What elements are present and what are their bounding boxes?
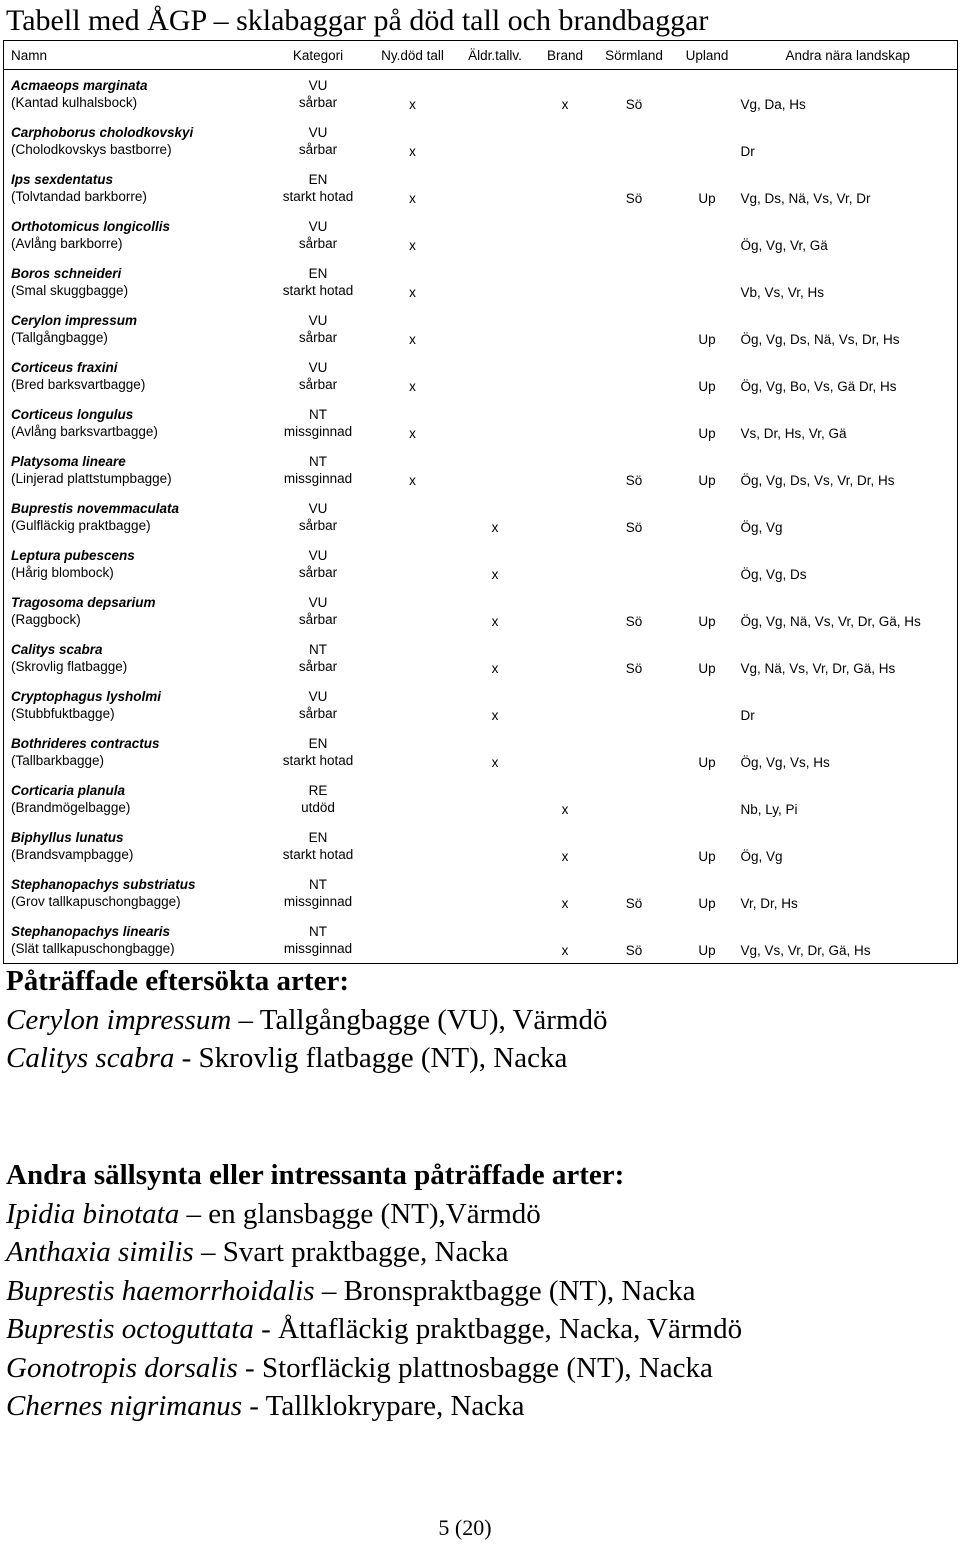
other-provinces-cell: Ög, Vg, Ds <box>740 567 807 582</box>
col-upland-cell: Up <box>698 426 716 441</box>
col-aldr-cell <box>453 211 538 258</box>
col-brand-cell <box>538 117 593 164</box>
other-provinces-cell: Ög, Vg, Vr, Gä <box>740 238 828 253</box>
common-name: (Kantad kulhalsbock) <box>11 94 138 110</box>
category-text: sårbar <box>298 565 338 580</box>
species-list-item <box>6 1001 608 1040</box>
other-provinces-cell: Ög, Vg, Nä, Vs, Vr, Dr, Gä, Hs <box>740 614 921 629</box>
category-cell <box>264 258 373 305</box>
category-text: sårbar <box>298 659 338 674</box>
col-aldr-cell <box>453 70 538 118</box>
col-aldr-cell <box>453 775 538 822</box>
category-text: utdöd <box>301 800 335 815</box>
species-table <box>3 40 958 964</box>
category-code: VU <box>308 548 328 563</box>
col-aldr-cell <box>453 117 538 164</box>
other-provinces-cell: Ög, Vg, Vs, Hs <box>740 755 830 770</box>
species-name-cell <box>4 775 264 822</box>
category-cell <box>264 540 373 587</box>
col-upland-cell <box>676 211 739 258</box>
other-provinces-cell: Ög, Vg, Ds, Vs, Vr, Dr, Hs <box>740 473 895 488</box>
category-text: sårbar <box>298 95 338 110</box>
category-text: sårbar <box>298 706 338 721</box>
col-nydod-cell <box>373 728 453 775</box>
col-brand-cell <box>538 399 593 446</box>
species-name-cell <box>4 540 264 587</box>
col-upland-cell: Up <box>698 661 716 676</box>
other-provinces-cell: Ög, Vg <box>740 849 783 864</box>
col-aldr-cell: x <box>491 661 499 676</box>
col-upland-cell <box>676 681 739 728</box>
common-name: (Raggbock) <box>11 611 81 627</box>
species-name-cell <box>4 352 264 399</box>
col-aldr-cell <box>453 305 538 352</box>
col-sormland-cell: Sö <box>625 97 643 112</box>
col-nydod-cell <box>373 916 453 964</box>
other-provinces-cell: Dr <box>740 144 755 159</box>
table-row <box>4 352 958 399</box>
category-code: NT <box>309 454 327 469</box>
scientific-name: Orthotomicus longicollis <box>11 218 171 234</box>
page-number: 5 (20) <box>438 1515 492 1540</box>
other-provinces-cell: Vs, Dr, Hs, Vr, Gä <box>740 426 847 441</box>
table-row <box>4 916 958 964</box>
species-name-cell <box>4 70 264 118</box>
species-name-cell <box>4 446 264 493</box>
col-upland-cell: Up <box>698 896 716 911</box>
col-sormland-cell: Sö <box>625 896 643 911</box>
species-description: – Tallgångbagge (VU), Värmdö <box>231 1003 608 1036</box>
common-name: (Tallbarkbagge) <box>11 752 105 768</box>
category-text: missginnad <box>283 424 353 439</box>
category-code: NT <box>309 642 327 657</box>
category-cell <box>264 164 373 211</box>
category-text: missginnad <box>283 941 353 956</box>
table-row <box>4 822 958 869</box>
other-provinces-cell: Vg, Nä, Vs, Vr, Dr, Gä, Hs <box>740 661 896 676</box>
scientific-name: Biphyllus lunatus <box>11 829 124 845</box>
category-text: sårbar <box>298 142 338 157</box>
col-nydod-cell <box>373 775 453 822</box>
category-code: VU <box>308 125 328 140</box>
species-list-item <box>6 1310 742 1349</box>
col-upland-cell: Up <box>698 755 716 770</box>
species-name-cell <box>4 916 264 964</box>
section-heading: Andra sällsynta eller intressanta påträffade arter: <box>6 1159 625 1191</box>
scientific-name: Acmaeops marginata <box>11 77 148 93</box>
category-text: sårbar <box>298 518 338 533</box>
scientific-name: Leptura pubescens <box>11 547 135 563</box>
table-row <box>4 540 958 587</box>
scientific-name: Corticaria planula <box>11 782 126 798</box>
scientific-name: Boros schneideri <box>11 265 122 281</box>
table-row <box>4 70 958 118</box>
col-brand-cell <box>538 164 593 211</box>
category-cell <box>264 399 373 446</box>
col-aldr-cell <box>453 916 538 964</box>
category-code: VU <box>308 595 328 610</box>
common-name: (Avlång barksvartbagge) <box>11 423 158 439</box>
col-nydod-cell: x <box>409 379 416 394</box>
species-list-item <box>6 1233 742 1272</box>
scientific-name: Stephanopachys substriatus <box>11 876 196 892</box>
table-row <box>4 211 958 258</box>
scientific-name: Buprestis haemorrhoidalis <box>6 1274 315 1307</box>
category-cell <box>264 681 373 728</box>
col-upland-cell: Up <box>698 473 716 488</box>
other-provinces-cell: Ög, Vg, Bo, Vs, Gä Dr, Hs <box>740 379 897 394</box>
species-name-cell <box>4 399 264 446</box>
column-header: Äldr.tallv. <box>453 41 538 70</box>
column-header: Andra nära landskap <box>739 41 958 70</box>
category-code: EN <box>308 830 328 845</box>
scientific-name: Calitys scabra <box>11 641 103 657</box>
common-name: (Brandsvampbagge) <box>11 846 134 862</box>
category-code: EN <box>308 736 328 751</box>
col-aldr-cell <box>453 822 538 869</box>
table-row <box>4 305 958 352</box>
species-description: - Åttafläckig praktbagge, Nacka, Värmdö <box>253 1313 743 1345</box>
category-cell <box>264 211 373 258</box>
section-heading: Påträffade eftersökta arter: <box>6 965 349 997</box>
col-sormland-cell: Sö <box>625 473 643 488</box>
other-provinces-cell: Ög, Vg <box>740 520 783 535</box>
col-nydod-cell: x <box>409 144 416 159</box>
category-code: VU <box>308 360 328 375</box>
common-name: (Brandmögelbagge) <box>11 799 131 815</box>
col-sormland-cell: Sö <box>625 520 643 535</box>
col-upland-cell: Up <box>698 191 716 206</box>
col-sormland-cell <box>593 305 676 352</box>
category-code: EN <box>308 172 328 187</box>
scientific-name: Corticeus longulus <box>11 406 134 422</box>
scientific-name: Bothrideres contractus <box>11 735 160 751</box>
species-name-cell <box>4 728 264 775</box>
col-nydod-cell <box>373 540 453 587</box>
common-name: (Skrovlig flatbagge) <box>11 658 128 674</box>
other-provinces-cell: Vb, Vs, Vr, Hs <box>740 285 825 300</box>
table-header-row <box>4 41 958 70</box>
col-aldr-cell <box>453 352 538 399</box>
col-nydod-cell: x <box>409 191 416 206</box>
species-description: - Tallklokrypare, Nacka <box>242 1390 525 1422</box>
col-upland-cell: Up <box>698 943 716 958</box>
other-provinces-cell: Nb, Ly, Pi <box>740 802 798 817</box>
category-text: sårbar <box>298 330 338 345</box>
common-name: (Slät tallkapuschongbagge) <box>11 940 175 956</box>
col-aldr-cell <box>453 446 538 493</box>
col-nydod-cell <box>373 587 453 634</box>
column-header: Kategori <box>264 41 373 70</box>
category-code: NT <box>309 877 327 892</box>
species-list-item <box>6 1272 742 1311</box>
species-description: – Svart praktbagge, Nacka <box>193 1236 509 1268</box>
column-header: Ny.död tall <box>373 41 453 70</box>
category-text: sårbar <box>298 377 338 392</box>
species-name-cell <box>4 869 264 916</box>
col-brand-cell: x <box>561 849 569 864</box>
category-cell <box>264 446 373 493</box>
category-code: VU <box>308 501 328 516</box>
col-brand-cell <box>538 540 593 587</box>
col-aldr-cell: x <box>491 708 499 723</box>
category-cell <box>264 352 373 399</box>
species-name-cell <box>4 211 264 258</box>
scientific-name: Platysoma lineare <box>11 453 126 469</box>
other-provinces-cell: Ög, Vg, Ds, Nä, Vs, Dr, Hs <box>740 332 900 347</box>
scientific-name: Cerylon impressum <box>6 1003 232 1036</box>
table-row <box>4 399 958 446</box>
scientific-name: Buprestis octoguttata <box>6 1313 254 1345</box>
col-aldr-cell: x <box>491 755 499 770</box>
table-row <box>4 775 958 822</box>
common-name: (Hårig blombock) <box>11 564 114 580</box>
col-brand-cell <box>538 587 593 634</box>
col-sormland-cell <box>593 822 676 869</box>
table-row <box>4 258 958 305</box>
species-description: - Storfläckig plattnosbagge (NT), Nacka <box>237 1351 713 1384</box>
col-nydod-cell: x <box>409 285 416 300</box>
species-description: – Bronspraktbagge (NT), Nacka <box>314 1274 696 1307</box>
species-description: - Skrovlig flatbagge (NT), Nacka <box>174 1042 568 1074</box>
col-brand-cell: x <box>561 943 569 958</box>
col-aldr-cell <box>453 869 538 916</box>
other-species-section <box>6 1156 742 1426</box>
col-brand-cell: x <box>561 802 569 817</box>
scientific-name: Tragosoma depsarium <box>11 594 156 610</box>
category-cell <box>264 634 373 681</box>
col-brand-cell: x <box>561 896 569 911</box>
category-cell <box>264 822 373 869</box>
category-text: sårbar <box>298 612 338 627</box>
category-text: missginnad <box>283 894 353 909</box>
col-nydod-cell: x <box>409 426 416 441</box>
other-provinces-cell: Vg, Ds, Nä, Vs, Vr, Dr <box>740 191 871 206</box>
common-name: (Bred barksvartbagge) <box>11 376 146 392</box>
col-aldr-cell <box>453 258 538 305</box>
col-sormland-cell <box>593 211 676 258</box>
col-nydod-cell: x <box>409 238 416 253</box>
col-brand-cell <box>538 728 593 775</box>
col-upland-cell: Up <box>698 849 716 864</box>
col-nydod-cell <box>373 822 453 869</box>
column-header: Sörmland <box>593 41 676 70</box>
category-cell <box>264 869 373 916</box>
table-row <box>4 869 958 916</box>
col-upland-cell <box>676 775 739 822</box>
col-sormland-cell: Sö <box>625 191 643 206</box>
species-list-item <box>6 1039 608 1078</box>
table-row <box>4 587 958 634</box>
col-sormland-cell: Sö <box>625 614 643 629</box>
category-cell <box>264 117 373 164</box>
table-row <box>4 164 958 211</box>
col-upland-cell: Up <box>698 332 716 347</box>
column-header: Namn <box>4 41 264 70</box>
scientific-name: Carphoborus cholodkovskyi <box>11 124 194 140</box>
col-upland-cell <box>676 70 739 118</box>
col-brand-cell <box>538 634 593 681</box>
scientific-name: Cerylon impressum <box>11 312 138 328</box>
table-row <box>4 681 958 728</box>
col-upland-cell <box>676 258 739 305</box>
col-nydod-cell: x <box>409 97 416 112</box>
found-species-section <box>6 962 608 1078</box>
common-name: (Stubbfuktbagge) <box>11 705 115 721</box>
col-aldr-cell: x <box>491 567 499 582</box>
other-provinces-cell: Vr, Dr, Hs <box>740 896 798 911</box>
col-sormland-cell <box>593 728 676 775</box>
common-name: (Smal skuggbagge) <box>11 282 129 298</box>
col-sormland-cell <box>593 540 676 587</box>
scientific-name: Buprestis novemmaculata <box>11 500 180 516</box>
category-code: VU <box>308 78 328 93</box>
table-row <box>4 634 958 681</box>
scientific-name: Corticeus fraxini <box>11 359 118 375</box>
scientific-name: Chernes nigrimanus <box>6 1390 243 1422</box>
category-cell <box>264 775 373 822</box>
species-name-cell <box>4 258 264 305</box>
species-name-cell <box>4 822 264 869</box>
category-cell <box>264 587 373 634</box>
col-sormland-cell: Sö <box>625 661 643 676</box>
other-provinces-cell: Vg, Da, Hs <box>740 97 806 112</box>
col-brand-cell <box>538 258 593 305</box>
category-text: sårbar <box>298 236 338 251</box>
col-aldr-cell <box>453 164 538 211</box>
scientific-name: Cryptophagus lysholmi <box>11 688 162 704</box>
col-nydod-cell <box>373 493 453 540</box>
category-text: starkt hotad <box>282 189 354 204</box>
col-nydod-cell <box>373 634 453 681</box>
species-name-cell <box>4 164 264 211</box>
col-sormland-cell <box>593 117 676 164</box>
table-row <box>4 446 958 493</box>
category-code: VU <box>308 689 328 704</box>
column-header: Upland <box>676 41 739 70</box>
col-brand-cell <box>538 681 593 728</box>
common-name: (Grov tallkapuschongbagge) <box>11 893 181 909</box>
col-upland-cell <box>676 540 739 587</box>
col-sormland-cell <box>593 775 676 822</box>
category-text: starkt hotad <box>282 753 354 768</box>
table-row <box>4 117 958 164</box>
col-sormland-cell <box>593 258 676 305</box>
common-name: (Linjerad plattstumpbagge) <box>11 470 172 486</box>
species-description: – en glansbagge (NT),Värmdö <box>179 1197 541 1230</box>
category-cell <box>264 305 373 352</box>
column-header: Brand <box>538 41 593 70</box>
scientific-name: Calitys scabra <box>6 1042 175 1074</box>
species-list-item <box>6 1387 742 1426</box>
col-upland-cell <box>676 117 739 164</box>
species-list-item <box>6 1195 742 1234</box>
col-sormland-cell <box>593 399 676 446</box>
category-code: VU <box>308 313 328 328</box>
table-row <box>4 493 958 540</box>
category-code: NT <box>309 924 327 939</box>
scientific-name: Anthaxia similis <box>6 1236 194 1268</box>
category-cell <box>264 728 373 775</box>
other-provinces-cell: Vg, Vs, Vr, Dr, Gä, Hs <box>740 943 871 958</box>
col-nydod-cell: x <box>409 332 416 347</box>
category-text: starkt hotad <box>282 283 354 298</box>
col-upland-cell: Up <box>698 614 716 629</box>
species-name-cell <box>4 493 264 540</box>
col-sormland-cell: Sö <box>625 943 643 958</box>
category-code: NT <box>309 407 327 422</box>
col-upland-cell: Up <box>698 379 716 394</box>
col-aldr-cell: x <box>491 614 499 629</box>
col-nydod-cell <box>373 681 453 728</box>
category-text: starkt hotad <box>282 847 354 862</box>
species-name-cell <box>4 305 264 352</box>
species-name-cell <box>4 117 264 164</box>
col-brand-cell <box>538 446 593 493</box>
common-name: (Tallgångbagge) <box>11 329 108 345</box>
scientific-name: Ipidia binotata <box>6 1197 180 1230</box>
category-code: EN <box>308 266 328 281</box>
col-brand-cell <box>538 352 593 399</box>
col-sormland-cell <box>593 681 676 728</box>
other-provinces-cell: Dr <box>740 708 755 723</box>
category-cell <box>264 70 373 118</box>
col-brand-cell <box>538 211 593 258</box>
common-name: (Tolvtandad barkborre) <box>11 188 147 204</box>
category-code: VU <box>308 219 328 234</box>
category-code: RE <box>308 783 328 798</box>
col-nydod-cell: x <box>409 473 416 488</box>
col-nydod-cell <box>373 869 453 916</box>
common-name: (Avlång barkborre) <box>11 235 123 251</box>
col-brand-cell <box>538 305 593 352</box>
col-brand-cell <box>538 493 593 540</box>
col-brand-cell: x <box>561 97 569 112</box>
species-name-cell <box>4 634 264 681</box>
category-cell <box>264 493 373 540</box>
col-sormland-cell <box>593 352 676 399</box>
scientific-name: Stephanopachys linearis <box>11 923 171 939</box>
col-aldr-cell <box>453 399 538 446</box>
species-list-item <box>6 1349 742 1388</box>
species-name-cell <box>4 681 264 728</box>
category-text: missginnad <box>283 471 353 486</box>
species-name-cell <box>4 587 264 634</box>
col-upland-cell <box>676 493 739 540</box>
common-name: (Gulfläckig praktbagge) <box>11 517 151 533</box>
col-aldr-cell: x <box>491 520 499 535</box>
table-row <box>4 728 958 775</box>
scientific-name: Gonotropis dorsalis <box>6 1351 238 1384</box>
page-title: Tabell med ÅGP – sklabaggar på död tall och brandbaggar <box>6 4 709 37</box>
common-name: (Cholodkovskys bastborre) <box>11 141 172 157</box>
scientific-name: Ips sexdentatus <box>11 171 114 187</box>
category-cell <box>264 916 373 964</box>
table-body <box>4 70 958 964</box>
